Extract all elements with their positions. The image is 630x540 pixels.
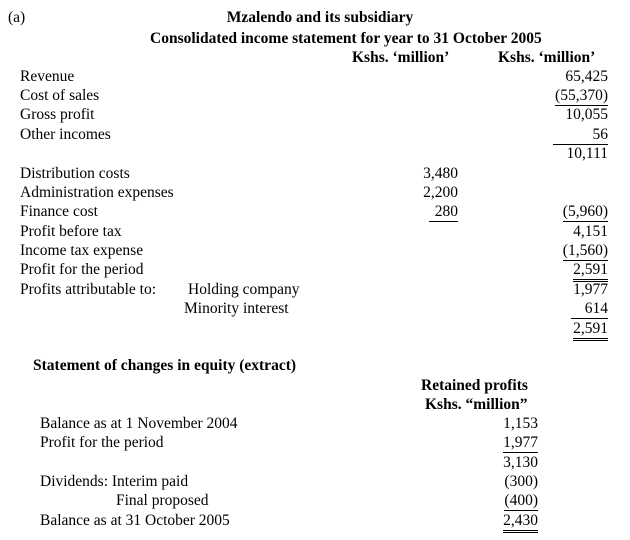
row-label-profit-for-period: Profit for the period xyxy=(20,261,144,278)
equity-column-header-1: Retained profits xyxy=(421,377,528,394)
col2-subtotal: 10,111 xyxy=(566,145,608,162)
column-header-1: Kshs. ‘million’ xyxy=(352,49,450,66)
col2-attributable-total: 2,591 xyxy=(520,321,608,337)
row-label-income-tax-expense: Income tax expense xyxy=(20,242,144,259)
equity-value-dividends-interim: (300) xyxy=(504,473,538,490)
row-label-revenue: Revenue xyxy=(20,68,75,85)
col2-other-incomes: 56 xyxy=(520,127,608,143)
row-label-profits-attributable: Profits attributable to: xyxy=(20,281,157,298)
equity-value-subtotal: 3,130 xyxy=(503,454,538,471)
col1-distribution-costs: 3,480 xyxy=(423,165,458,182)
col2-holding-company: 1,977 xyxy=(573,281,608,298)
equity-value-profit-for-period: 1,977 xyxy=(503,434,538,451)
row-label-gross-profit: Gross profit xyxy=(20,106,95,123)
equity-section-title: Statement of changes in equity (extract) xyxy=(33,357,297,374)
column-header-2: Kshs. ‘million’ xyxy=(498,49,596,66)
row-sublabel-minority-interest: Minority interest xyxy=(184,300,289,317)
col2-minority-interest: 614 xyxy=(520,301,608,317)
equity-label-dividends-interim: Dividends: Interim paid xyxy=(40,473,189,490)
equity-label-closing-balance: Balance as at 31 October 2005 xyxy=(40,512,230,529)
equity-value-opening-balance: 1,153 xyxy=(503,415,538,432)
col1-finance-cost: 280 xyxy=(398,204,458,220)
equity-value-closing-balance: 2,430 xyxy=(460,513,538,529)
col2-profit-before-tax: 4,151 xyxy=(573,223,608,240)
col2-gross-profit: 10,055 xyxy=(565,106,608,123)
row-label-cost-of-sales: Cost of sales xyxy=(20,87,100,104)
row-label-distribution-costs: Distribution costs xyxy=(20,165,130,182)
col2-revenue: 65,425 xyxy=(565,68,608,85)
row-label-administration-expenses: Administration expenses xyxy=(20,184,174,201)
col1-administration-expenses: 2,200 xyxy=(423,184,458,201)
col2-profit-for-period: 2,591 xyxy=(520,262,608,278)
part-label: (a) xyxy=(8,9,26,26)
col2-total-expenses: (5,960) xyxy=(562,203,608,220)
equity-label-opening-balance: Balance as at 1 November 2004 xyxy=(40,415,238,432)
equity-label-final-proposed: Final proposed xyxy=(116,492,209,509)
row-label-finance-cost: Finance cost xyxy=(20,203,98,220)
equity-value-final-proposed: (400) xyxy=(504,492,538,509)
statement-title: Mzalendo and its subsidiary xyxy=(226,9,414,26)
row-sublabel-holding-company: Holding company xyxy=(188,281,300,298)
statement-subtitle: Consolidated income statement for year to 31 October 2005 xyxy=(150,30,542,47)
row-label-profit-before-tax: Profit before tax xyxy=(20,223,122,240)
row-label-other-incomes: Other incomes xyxy=(20,126,111,143)
col2-income-tax-expense: (1,560) xyxy=(562,242,608,259)
col2-cost-of-sales: (55,370) xyxy=(555,87,608,104)
equity-label-profit-for-period: Profit for the period xyxy=(40,434,164,451)
equity-column-header-2: Kshs. “million” xyxy=(425,396,528,413)
